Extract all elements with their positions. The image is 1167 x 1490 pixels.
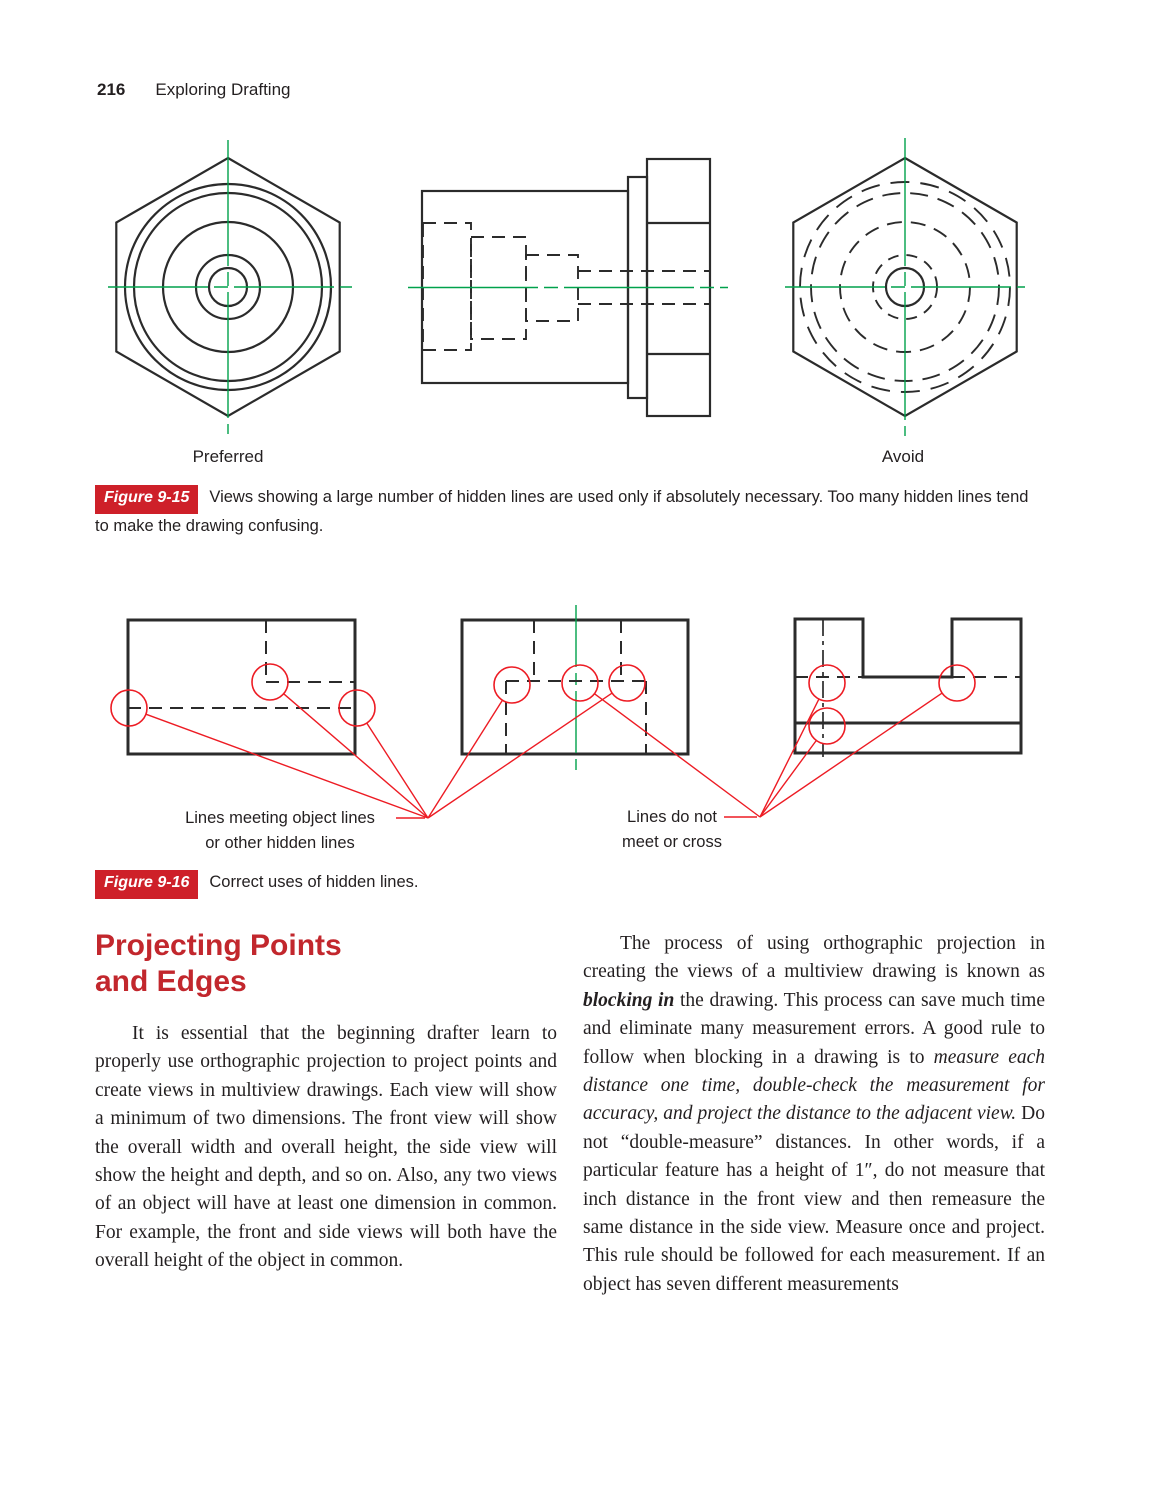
side-view-hidden-lines [423, 223, 710, 350]
callout-right-line1: Lines do not [627, 808, 717, 826]
leader-line [760, 741, 816, 818]
hidden-line-view-2 [462, 605, 688, 770]
view-outline [462, 620, 688, 754]
figure-9-15-caption [95, 485, 1035, 539]
figure-9-15-caption-text: Views showing a large number of hidden lines are used only if absolutely necessary. Too many hidden lines tend to make the drawing confusing. [95, 488, 1029, 535]
hidden-line-view-1 [128, 620, 355, 754]
term-blocking-in: blocking in [583, 989, 675, 1011]
figure-9-15-drawing [95, 128, 1075, 476]
callout-left-line2: or other hidden lines [205, 834, 355, 852]
highlight-circle [809, 665, 845, 701]
preferred-label: Preferred [192, 447, 264, 466]
section-heading-line1: Projecting Points [95, 929, 342, 962]
hidden-lines [128, 620, 355, 708]
leader-line [760, 699, 819, 817]
highlight-circle [562, 665, 598, 701]
highlight-circle [609, 665, 645, 701]
figure-9-16-tag: Figure 9-16 [95, 870, 198, 899]
body-text: Do not “double-measure” distances. In other words, if a particular feature has a height of 1″, do not measure that inch distance in the front view and then remeasure the same distance in the side view. Measure once and project. This rule should be followed for each measurement. If an object has seven different measurements [583, 1103, 1045, 1295]
callout-right-line2: meet or cross [622, 833, 722, 851]
figure-9-15-tag: Figure 9-15 [95, 485, 198, 514]
hidden-bore-step [423, 223, 471, 350]
leader-line [428, 693, 612, 818]
body-text: the drawing. This process can save much time and eliminate many measurement errors. A good rule to follow when blocking in a drawing is to [583, 989, 1045, 1068]
highlight-circle [939, 665, 975, 701]
highlight-circle [494, 667, 530, 703]
highlight-circle [809, 708, 845, 744]
hidden-line-view-3 [795, 619, 1021, 757]
view-outline [795, 619, 1021, 753]
figure-9-16-caption-text: Correct uses of hidden lines. [209, 873, 419, 891]
section-heading-line2: and Edges [95, 965, 247, 998]
figure-9-16-drawing [95, 595, 1075, 865]
running-title: Exploring Drafting [155, 80, 291, 99]
italic-rule-text: measure each distance one time, double-check the measurement for accuracy, and project the distance to the adjacent view. [583, 1046, 1045, 1125]
section-heading [95, 928, 557, 1000]
leader-line [146, 714, 428, 818]
figure-9-16-caption [95, 870, 1035, 899]
body-paragraph-left: It is essential that the beginning drafter learn to properly use orthographic projection to project points and create views in multiview drawings. Each view will show a minimum of two dimensions. The front view will show the overall width and overall height, the side view will show the height and depth, and so on. Also, any two views of an object will have at least one dimension in common. For example, the front and side views will both have the overall height of the object in common. [95, 1023, 557, 1272]
callout-left-line1: Lines meeting object lines [185, 809, 375, 827]
leader-line [367, 723, 428, 818]
page-header [97, 80, 291, 100]
avoid-centerlines [785, 138, 1025, 436]
view-outline [128, 620, 355, 754]
body-paragraph-right [583, 930, 1045, 1299]
avoid-label: Avoid [881, 447, 925, 466]
leader-line [428, 700, 502, 818]
right-column [583, 930, 1045, 1299]
leader-line [760, 693, 942, 817]
body-text: The process of using orthographic projection in creating the views of a multiview drawing is known as [583, 933, 1045, 983]
left-column [95, 928, 557, 1276]
page-number: 216 [97, 80, 126, 99]
